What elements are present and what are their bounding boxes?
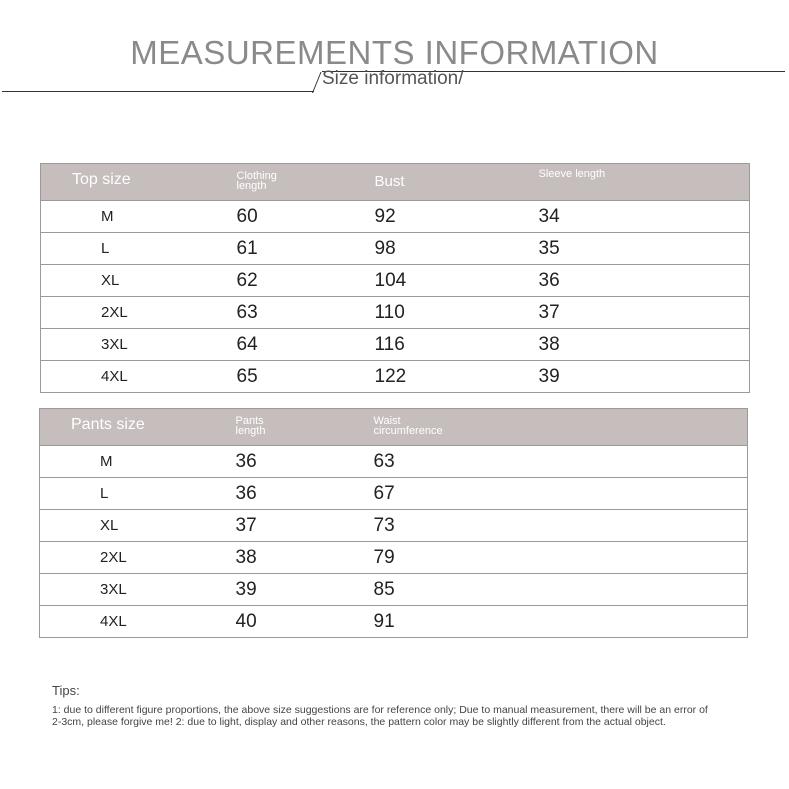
pants-row xyxy=(40,510,748,542)
top-header-size: Top size xyxy=(41,164,237,201)
top-cell: 92 xyxy=(375,201,539,233)
pants-header-pants-length: Pants length xyxy=(236,409,374,446)
top-cell: 36 xyxy=(539,265,750,297)
top-row xyxy=(41,265,750,297)
tips-body: 1: due to different figure proportions, the above size suggestions are for reference only; Due to manual measurement, there will be an error of 2-3cm, please forgive me! 2: due to light, display and other reasons, the pattern color may be slightly different from the actual object. xyxy=(52,704,708,728)
top-cell: 3XL xyxy=(41,329,237,361)
top-cell: XL xyxy=(41,265,237,297)
top-cell: 35 xyxy=(539,233,750,265)
top-cell: 64 xyxy=(237,329,375,361)
top-header-bust: Bust xyxy=(375,164,539,201)
pants-cell: 79 xyxy=(374,542,748,574)
pants-cell: 38 xyxy=(236,542,374,574)
top-cell: M xyxy=(41,201,237,233)
pants-cell: 85 xyxy=(374,574,748,606)
pants-row xyxy=(40,446,748,478)
top-header-clothing-length: Clothing length xyxy=(237,164,375,201)
top-cell: L xyxy=(41,233,237,265)
top-row xyxy=(41,297,750,329)
top-cell: 122 xyxy=(375,361,539,393)
pants-header-waist: Waist circumference xyxy=(374,409,748,446)
pants-cell: M xyxy=(40,446,236,478)
top-row xyxy=(41,233,750,265)
pants-row xyxy=(40,478,748,510)
top-cell: 63 xyxy=(237,297,375,329)
top-cell: 39 xyxy=(539,361,750,393)
top-cell: 37 xyxy=(539,297,750,329)
page-title: MEASUREMENTS INFORMATION xyxy=(130,34,659,71)
top-cell: 65 xyxy=(237,361,375,393)
top-header-sleeve-length: Sleeve length xyxy=(539,164,750,201)
pants-cell: 40 xyxy=(236,606,374,638)
page-subtitle: Size information/ xyxy=(322,68,464,89)
pants-table-header xyxy=(40,409,748,446)
top-cell: 110 xyxy=(375,297,539,329)
pants-cell: 3XL xyxy=(40,574,236,606)
top-cell: 116 xyxy=(375,329,539,361)
title-rule-slash xyxy=(312,72,321,93)
pants-cell: 4XL xyxy=(40,606,236,638)
top-cell: 2XL xyxy=(41,297,237,329)
tips-title: Tips: xyxy=(52,683,80,698)
pants-cell: 73 xyxy=(374,510,748,542)
tips-section xyxy=(52,683,712,728)
pants-row xyxy=(40,606,748,638)
pants-cell: 63 xyxy=(374,446,748,478)
pants-cell: 36 xyxy=(236,478,374,510)
pants-cell: L xyxy=(40,478,236,510)
top-cell: 60 xyxy=(237,201,375,233)
top-row xyxy=(41,361,750,393)
top-cell: 98 xyxy=(375,233,539,265)
top-cell: 61 xyxy=(237,233,375,265)
pants-header-size: Pants size xyxy=(40,409,236,446)
title-rule-left xyxy=(2,91,314,92)
top-row xyxy=(41,329,750,361)
top-cell: 34 xyxy=(539,201,750,233)
pants-cell: XL xyxy=(40,510,236,542)
top-row xyxy=(41,201,750,233)
pants-cell: 36 xyxy=(236,446,374,478)
top-cell: 4XL xyxy=(41,361,237,393)
pants-cell: 67 xyxy=(374,478,748,510)
pants-cell: 2XL xyxy=(40,542,236,574)
top-size-table xyxy=(40,163,750,393)
pants-size-table xyxy=(39,408,748,638)
pants-cell: 39 xyxy=(236,574,374,606)
top-cell: 62 xyxy=(237,265,375,297)
pants-row xyxy=(40,574,748,606)
pants-cell: 37 xyxy=(236,510,374,542)
top-cell: 104 xyxy=(375,265,539,297)
pants-row xyxy=(40,542,748,574)
pants-cell: 91 xyxy=(374,606,748,638)
top-cell: 38 xyxy=(539,329,750,361)
top-table-header xyxy=(41,164,750,201)
